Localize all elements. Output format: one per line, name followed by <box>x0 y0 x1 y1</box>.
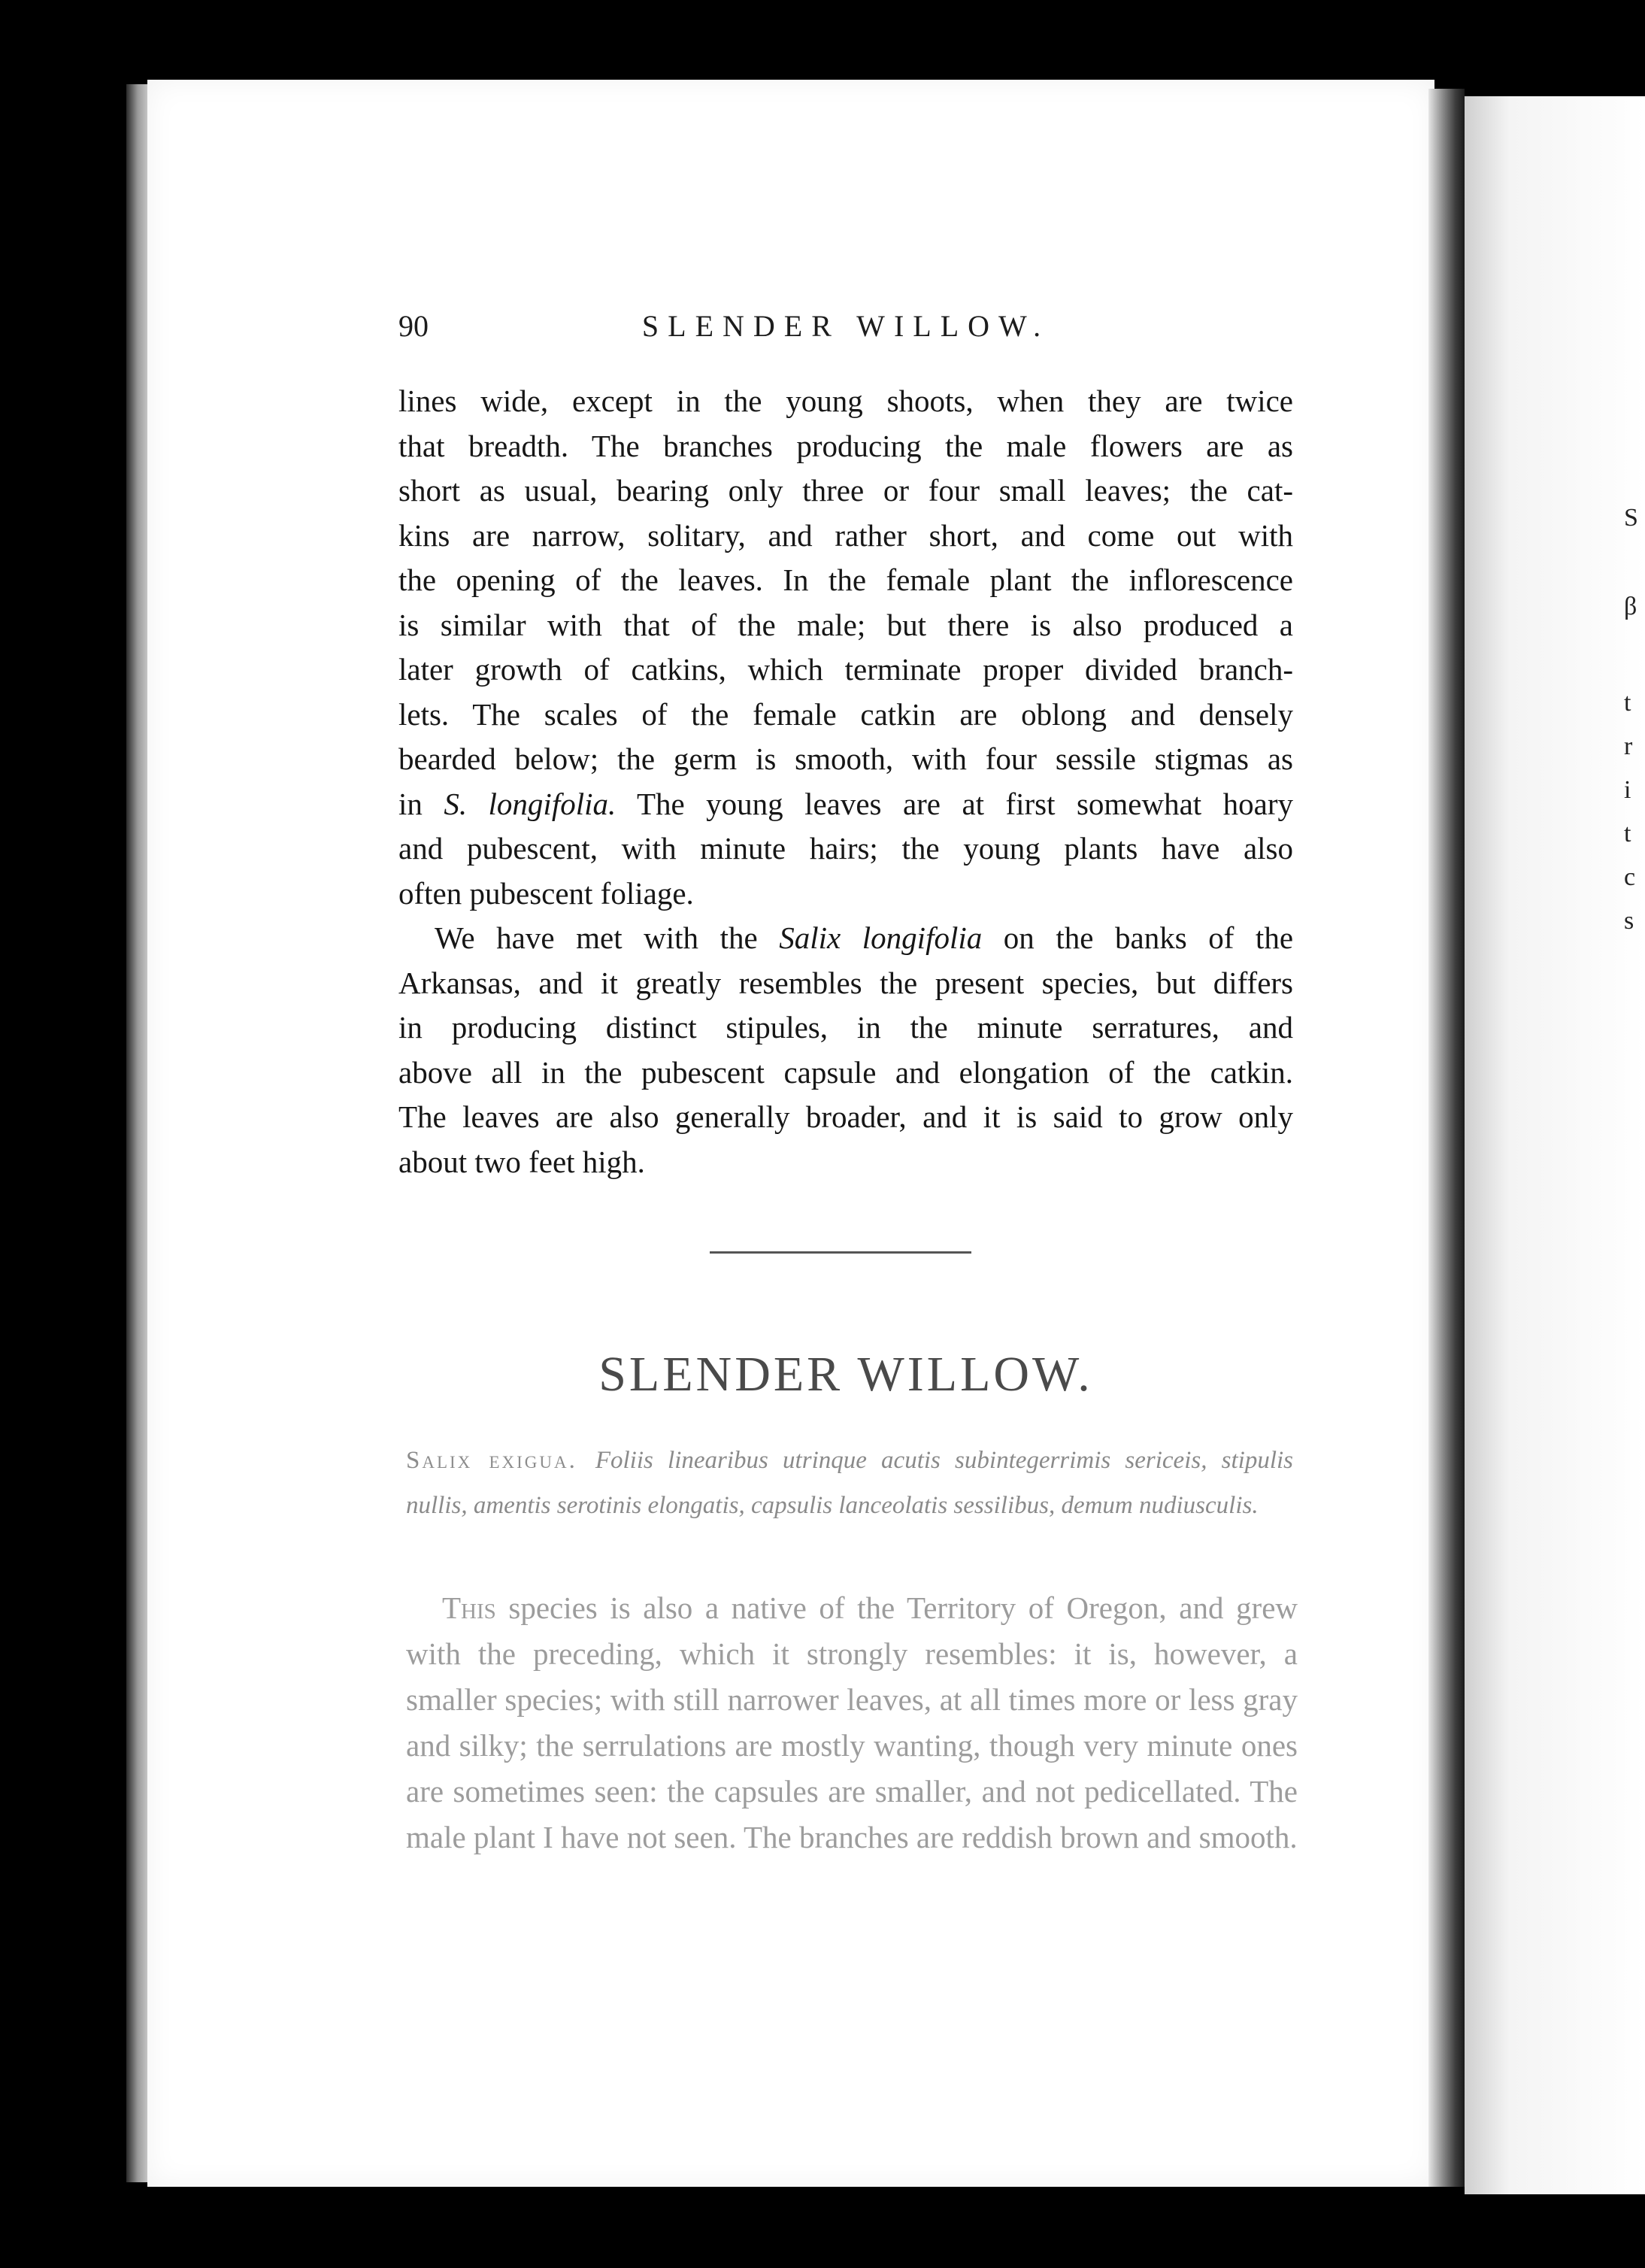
description-paragraph <box>406 1585 1298 1860</box>
facing-fragment: s <box>1624 907 1634 935</box>
latin-description: Foliis linearibus utrinque acutis subintegerrimis sericeis, stipulis nullis, amentis serotinis elongatis, capsulis lanceolatis sessilibus, demum nudiusculis. <box>406 1447 1293 1519</box>
text-line: The leaves are also generally broader, and it is said to grow only <box>398 1099 1293 1134</box>
paragraph-comparison <box>398 916 1293 1184</box>
species-name-italic: Salix longifolia <box>779 920 983 955</box>
text-run: on the banks of the <box>982 920 1294 955</box>
facing-fragment: c <box>1624 863 1636 891</box>
text-run: in <box>398 786 444 821</box>
page-header <box>398 308 1293 353</box>
facing-fragment: t <box>1624 689 1631 717</box>
description-first-word: This <box>442 1590 496 1625</box>
description-text: species is also a native of the Territory of Oregon, and grew with the preceding, which it strongly resembles: it is, however, a smaller species; with still narrower leaves, at all times more or less gray and silky; the serrulations are mostly wanting, though very minute ones are sometimes seen: the capsules are smaller, and not pedicellated. The male plant I have not seen. The branches are reddish brown and smooth. <box>406 1590 1298 1854</box>
text-line: later growth of catkins, which terminate proper divided branch- <box>398 652 1293 687</box>
text-line: is similar with that of the male; but there is also produced a <box>398 607 1293 642</box>
text-run: The young leaves are at first somewhat hoary <box>616 786 1293 821</box>
text-line: that breadth. The branches producing the male flowers are as <box>398 428 1293 463</box>
text-line: the opening of the leaves. In the female plant the inflorescence <box>398 562 1293 597</box>
text-line: bearded below; the germ is smooth, with four sessile stigmas as <box>398 741 1293 776</box>
species-name-italic: S. longifolia. <box>444 786 616 821</box>
text-line <box>398 782 1293 827</box>
text-line: Arkansas, and it greatly resembles the present species, but differs <box>398 965 1293 1000</box>
species-description <box>406 1585 1298 1860</box>
continued-description <box>398 379 1293 1184</box>
text-line: lets. The scales of the female catkin are oblong and densely <box>398 696 1293 732</box>
paragraph-continued <box>398 379 1293 916</box>
facing-fragment: β <box>1624 593 1637 620</box>
facing-fragment: i <box>1624 776 1631 804</box>
facing-page-fragments <box>1624 504 1645 943</box>
section-title: SLENDER WILLOW. <box>598 1347 1093 1402</box>
page-gutter <box>1428 89 1465 2187</box>
section-divider <box>710 1251 971 1254</box>
facing-fragment: r <box>1624 732 1633 760</box>
text-line: above all in the pubescent capsule and elongation of the catkin. <box>398 1054 1293 1090</box>
facing-page-edge <box>1465 96 1645 2194</box>
text-line: often pubescent foliage. <box>398 875 694 911</box>
page-number: 90 <box>398 309 429 343</box>
latin-diagnosis <box>406 1438 1293 1528</box>
facing-fragment: t <box>1624 820 1631 847</box>
text-run: We have met with the <box>435 920 780 955</box>
text-line: short as usual, bearing only three or four small leaves; the cat- <box>398 473 1293 508</box>
latin-species-name: Salix exigua. <box>406 1447 577 1474</box>
text-line: and pubescent, with minute hairs; the young plants have also <box>398 831 1293 866</box>
text-line: lines wide, except in the young shoots, when they are twice <box>398 384 1293 418</box>
text-line: in producing distinct stipules, in the minute serratures, and <box>398 1010 1293 1045</box>
text-line: kins are narrow, solitary, and rather short, and come out with <box>398 517 1293 553</box>
running-title: SLENDER WILLOW. <box>641 309 1050 343</box>
facing-fragment: S <box>1624 504 1638 532</box>
text-line: about two feet high. <box>398 1144 645 1179</box>
text-line <box>398 916 1293 961</box>
